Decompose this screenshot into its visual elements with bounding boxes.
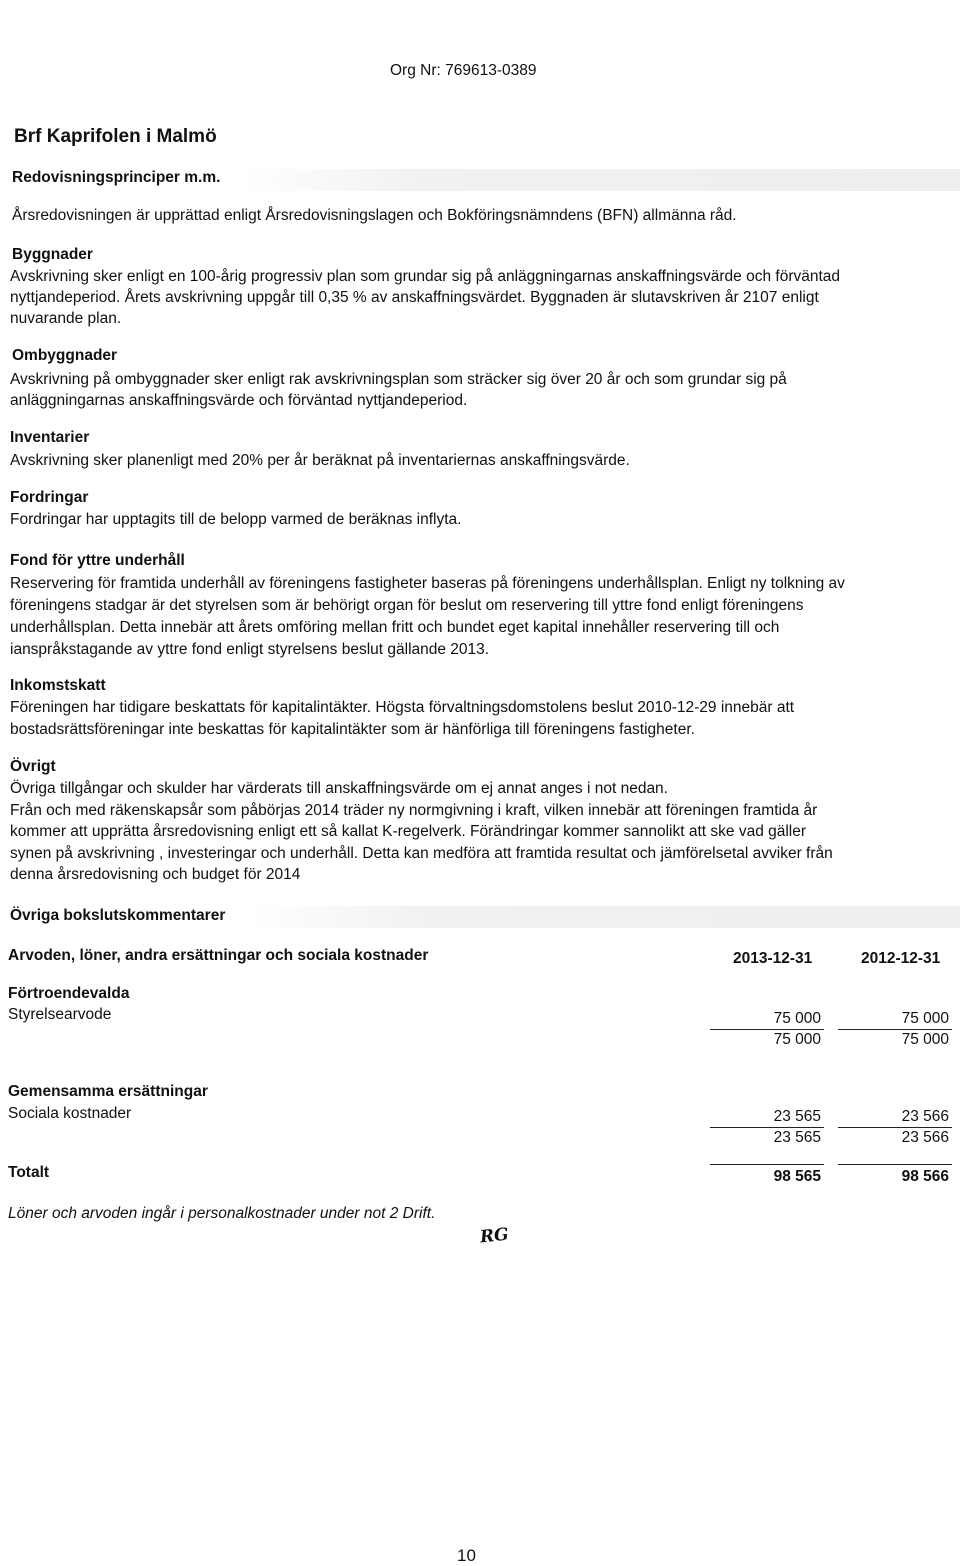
intro-text: Årsredovisningen är upprättad enligt Årsredovisningslagen och Bokföringsnämndens (BFN) allmänna råd.	[12, 207, 737, 224]
total-2012: 98 566	[901, 1168, 949, 1185]
row-label-styrelsearvode: Styrelsearvode	[8, 1006, 112, 1023]
value-styrelsearvode-2013: 75 000	[773, 1010, 821, 1027]
handwritten-initials: RG	[479, 1224, 510, 1248]
fond-line-1: Reservering för framtida underhåll av föreningens fastigheter baseras på föreningens underhållsplan. Enligt ny tolkning av	[10, 575, 845, 592]
org-number: Org Nr: 769613-0389	[390, 62, 537, 79]
row-label-sociala-kostnader: Sociala kostnader	[8, 1105, 132, 1122]
subtotal-rule	[710, 1127, 824, 1128]
ovrigt-line-5: denna årsredovisning och budget för 2014	[10, 866, 301, 883]
section-heading-ovrigt: Övrigt	[10, 758, 56, 775]
inventarier-line-1: Avskrivning sker planenligt med 20% per år beräknat på inventariernas anskaffningsvärde.	[10, 452, 630, 469]
ovrigt-line-3: kommer att upprätta årsredovisning enligt ett så kallat K-regelverk. Förändringar kommer sannolikt att ske vad gäller	[10, 823, 807, 840]
total-rule	[838, 1164, 952, 1165]
total-rule	[710, 1164, 824, 1165]
section-heading-byggnader: Byggnader	[12, 246, 93, 263]
value-sociala-2012: 23 566	[901, 1108, 949, 1125]
principles-heading: Redovisningsprinciper m.m.	[12, 169, 221, 186]
subtotal-fortroendevalda-2012: 75 000	[901, 1031, 949, 1048]
fond-line-2: föreningens stadgar är det styrelsen som är behörigt organ för beslut om reservering till yttre fond enligt föreningens	[10, 597, 804, 614]
ombyggnader-line-1: Avskrivning på ombyggnader sker enligt rak avskrivningsplan som sträcker sig över 20 år och som grundar sig på	[10, 371, 787, 388]
ovrigt-line-1: Övriga tillgångar och skulder har värderats till anskaffningsvärde om ej annat anges i not nedan.	[10, 780, 668, 797]
table-title: Arvoden, löner, andra ersättningar och sociala kostnader	[8, 947, 429, 964]
subtotal-rule	[710, 1029, 824, 1030]
inkomstskatt-line-2: bostadsrättsföreningar inte beskattas för kapitalintäkter som är hänförliga till föreningens fastigheter.	[10, 721, 695, 738]
closing-heading: Övriga bokslutskommentarer	[10, 907, 226, 924]
byggnader-line-3: nuvarande plan.	[10, 310, 122, 327]
fordringar-line-1: Fordringar har upptagits till de belopp varmed de beräknas inflyta.	[10, 511, 462, 528]
group-heading-gemensamma: Gemensamma ersättningar	[8, 1083, 208, 1100]
column-header-2013: 2013-12-31	[733, 950, 813, 967]
section-heading-fordringar: Fordringar	[10, 489, 89, 506]
fond-line-4: ianspråkstagande av yttre fond enligt styrelsens beslut gällande 2013.	[10, 641, 490, 658]
section-heading-fond: Fond för yttre underhåll	[10, 552, 185, 569]
closing-heading-band	[250, 906, 960, 928]
subtotal-rule	[838, 1029, 952, 1030]
value-styrelsearvode-2012: 75 000	[901, 1010, 949, 1027]
footnote: Löner och arvoden ingår i personalkostnader under not 2 Drift.	[8, 1205, 436, 1222]
document-title: Brf Kaprifolen i Malmö	[14, 126, 217, 147]
heading-band	[240, 169, 960, 191]
total-2013: 98 565	[773, 1168, 821, 1185]
page-number: 10	[457, 1546, 476, 1565]
byggnader-line-1: Avskrivning sker enligt en 100-årig progressiv plan som grundar sig på anläggningarnas anskaffningsvärde och förväntad	[10, 268, 841, 285]
group-heading-fortroendevalda: Förtroendevalda	[8, 985, 130, 1002]
ombyggnader-line-2: anläggningarnas anskaffningsvärde och förväntad nyttjandeperiod.	[10, 392, 468, 409]
fond-line-3: underhållsplan. Detta innebär att årets omföring mellan fritt och bundet eget kapital innehåller reservering till och	[10, 619, 780, 636]
ovrigt-line-2: Från och med räkenskapsår som påbörjas 2014 träder ny normgivning i kraft, vilken innebär att föreningen framtida år	[10, 802, 818, 819]
total-label: Totalt	[8, 1164, 50, 1181]
subtotal-gemensamma-2013: 23 565	[773, 1129, 821, 1146]
byggnader-line-2: nyttjandeperiod. Årets avskrivning uppgår till 0,35 % av anskaffningsvärdet. Byggnaden är slutavskriven år 2107 enligt	[10, 289, 819, 306]
value-sociala-2013: 23 565	[773, 1108, 821, 1125]
ovrigt-line-4: synen på avskrivning , investeringar och underhåll. Detta kan medföra att framtida resultat och jämförelsetal avviker från	[10, 845, 833, 862]
subtotal-fortroendevalda-2013: 75 000	[773, 1031, 821, 1048]
section-heading-inventarier: Inventarier	[10, 429, 90, 446]
subtotal-gemensamma-2012: 23 566	[901, 1129, 949, 1146]
section-heading-ombyggnader: Ombyggnader	[12, 347, 118, 364]
column-header-2012: 2012-12-31	[861, 950, 941, 967]
section-heading-inkomstskatt: Inkomstskatt	[10, 677, 106, 694]
subtotal-rule	[838, 1127, 952, 1128]
inkomstskatt-line-1: Föreningen har tidigare beskattats för kapitalintäkter. Högsta förvaltningsdomstolens beslut 2010-12-29 innebär att	[10, 699, 795, 716]
